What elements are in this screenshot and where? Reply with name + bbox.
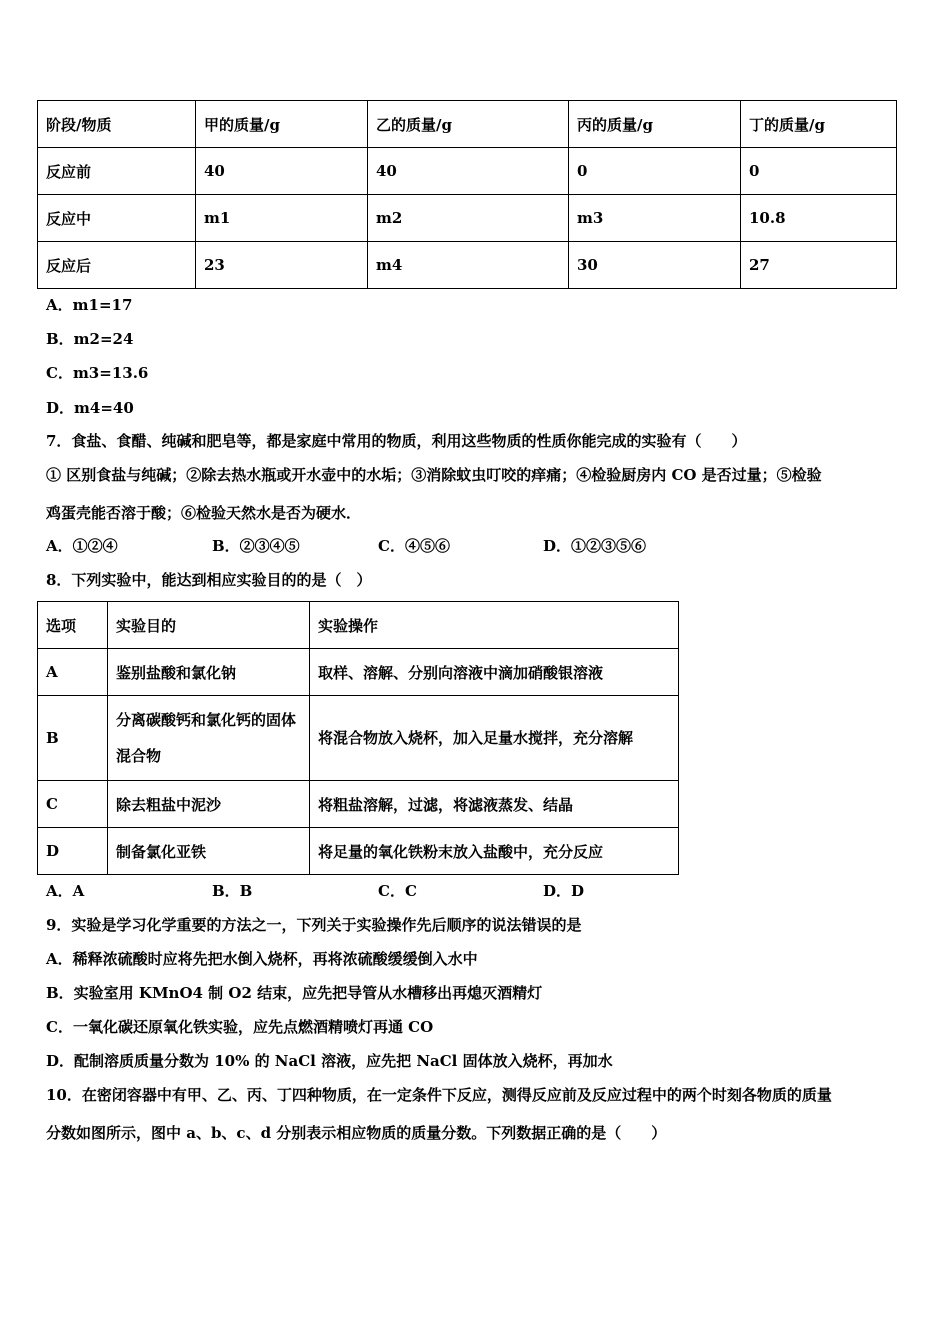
table-header-cell: 阶段/物质 — [38, 101, 196, 148]
table-row — [38, 148, 897, 195]
q8-option-c: C．C — [378, 882, 417, 900]
q10-line2: 分数如图所示，图中 a、b、c、d 分别表示相应物质的质量分数。下列数据正确的是（ ） — [46, 1124, 667, 1142]
table-cell: 40 — [196, 148, 368, 195]
q7-line2: ① 区别食盐与纯碱；②除去热水瓶或开水壶中的水垢；③消除蚊虫叮咬的痒痛；④检验厨房内 CO 是否过量；⑤检验 — [46, 466, 822, 484]
table-cell: m4 — [368, 242, 569, 289]
table-cell: m3 — [569, 195, 741, 242]
q8-option-b: B．B — [212, 882, 253, 900]
table-cell: 除去粗盐中泥沙 — [108, 781, 310, 828]
q6-option-b: B．m2=24 — [46, 330, 134, 348]
q7-option-a: A．①②④ — [46, 537, 118, 555]
q6-option-a: A．m1=17 — [46, 296, 133, 314]
q6-option-c: C．m3=13.6 — [46, 364, 149, 382]
q7-option-b: B．②③④⑤ — [212, 537, 300, 555]
table-header-cell: 乙的质量/g — [368, 101, 569, 148]
table-header-cell: 丁的质量/g — [741, 101, 897, 148]
table-cell: 40 — [368, 148, 569, 195]
table-cell: D — [38, 828, 108, 875]
table-cell: B — [38, 696, 108, 781]
table-cell: A — [38, 649, 108, 696]
table-cell: 分离碳酸钙和氯化钙的固体混合物 — [108, 696, 310, 781]
q9-option-a: A．稀释浓硫酸时应将先把水倒入烧杯，再将浓硫酸缓缓倒入水中 — [46, 950, 478, 968]
table-cell: 27 — [741, 242, 897, 289]
table-cell: 鉴别盐酸和氯化钠 — [108, 649, 310, 696]
table-cell: m2 — [368, 195, 569, 242]
table-cell: 将足量的氧化铁粉末放入盐酸中，充分反应 — [310, 828, 679, 875]
q7-line3: 鸡蛋壳能否溶于酸；⑥检验天然水是否为硬水． — [46, 504, 362, 522]
table-cell: 10.8 — [741, 195, 897, 242]
table-row — [38, 242, 897, 289]
table-cell: 23 — [196, 242, 368, 289]
table-cell: 将粗盐溶解，过滤，将滤液蒸发、结晶 — [310, 781, 679, 828]
table-cell: 反应中 — [38, 195, 196, 242]
table-cell: 30 — [569, 242, 741, 289]
table-row — [38, 828, 679, 875]
table-header-cell: 实验操作 — [310, 602, 679, 649]
table-row — [38, 781, 679, 828]
q7-stem: 7．食盐、食醋、纯碱和肥皂等，都是家庭中常用的物质，利用这些物质的性质你能完成的实验有（ ） — [46, 432, 747, 450]
q10-line1: 10．在密闭容器中有甲、乙、丙、丁四种物质，在一定条件下反应，测得反应前及反应过程中的两个时刻各物质的质量 — [46, 1086, 832, 1104]
q9-option-b: B．实验室用 KMnO4 制 O2 结束，应先把导管从水槽移出再熄灭酒精灯 — [46, 984, 543, 1002]
table-cell: 制备氯化亚铁 — [108, 828, 310, 875]
table-header-cell: 实验目的 — [108, 602, 310, 649]
table-cell: 取样、溶解、分别向溶液中滴加硝酸银溶液 — [310, 649, 679, 696]
table-header-cell: 丙的质量/g — [569, 101, 741, 148]
table-row — [38, 696, 679, 781]
experiment-table — [37, 601, 679, 875]
table-cell: 反应后 — [38, 242, 196, 289]
table-cell: C — [38, 781, 108, 828]
table-cell: m1 — [196, 195, 368, 242]
q9-option-d: D．配制溶质质量分数为 10% 的 NaCl 溶液，应先把 NaCl 固体放入烧杯，再加水 — [46, 1052, 613, 1070]
q9-stem: 9．实验是学习化学重要的方法之一，下列关于实验操作先后顺序的说法错误的是 — [46, 916, 582, 934]
q6-option-d: D．m4=40 — [46, 399, 134, 417]
table-row — [38, 195, 897, 242]
table-cell: 反应前 — [38, 148, 196, 195]
q8-option-a: A．A — [46, 882, 85, 900]
mass-table — [37, 100, 897, 289]
table-header-row — [38, 602, 679, 649]
table-cell: 将混合物放入烧杯，加入足量水搅拌，充分溶解 — [310, 696, 679, 781]
q8-stem: 8．下列实验中，能达到相应实验目的的是（ ） — [46, 571, 372, 589]
q7-option-c: C．④⑤⑥ — [378, 537, 450, 555]
table-header-cell: 甲的质量/g — [196, 101, 368, 148]
table-cell: 0 — [741, 148, 897, 195]
table-header-row — [38, 101, 897, 148]
q8-option-d: D．D — [543, 882, 585, 900]
table-row — [38, 649, 679, 696]
q9-option-c: C．一氧化碳还原氧化铁实验，应先点燃酒精喷灯再通 CO — [46, 1018, 434, 1036]
table-cell: 0 — [569, 148, 741, 195]
table-header-cell: 选项 — [38, 602, 108, 649]
q7-option-d: D．①②③⑤⑥ — [543, 537, 647, 555]
